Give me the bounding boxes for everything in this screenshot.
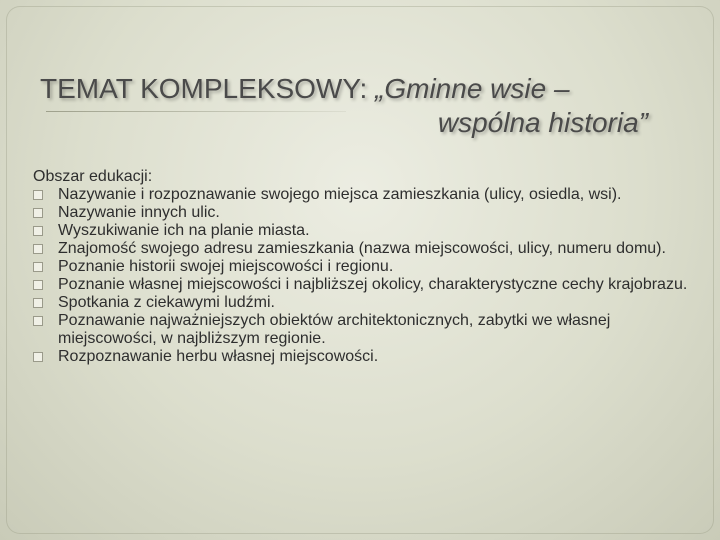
square-bullet-icon: [33, 280, 43, 290]
list-item-text: Spotkania z ciekawymi ludźmi.: [58, 294, 275, 311]
list-item: [33, 276, 693, 294]
list-item-text: Nazywanie i rozpoznawanie swojego miejsca zamieszkania (ulicy, osiedla, wsi).: [58, 186, 622, 203]
list-item: [33, 312, 693, 348]
list-item: [33, 348, 693, 366]
list-item: [33, 222, 693, 240]
title-topic-name: „Gminne wsie –: [375, 73, 570, 104]
list-item-text: Rozpoznawanie herbu własnej miejscowości.: [58, 348, 379, 365]
slide-title: [40, 72, 680, 140]
list-item: [33, 204, 693, 222]
square-bullet-icon: [33, 244, 43, 254]
square-bullet-icon: [33, 298, 43, 308]
list-item-text: Nazywanie innych ulic.: [58, 204, 220, 221]
square-bullet-icon: [33, 316, 43, 326]
title-line-1: [40, 72, 680, 106]
title-underline: [46, 111, 346, 112]
section-heading: Obszar edukacji:: [33, 168, 153, 185]
list-item: [33, 258, 693, 276]
list-item-text: Poznanie historii swojej miejscowości i regionu.: [58, 258, 394, 275]
title-line-2: wspólna historia”: [437, 107, 648, 138]
square-bullet-icon: [33, 226, 43, 236]
list-item: [33, 240, 693, 258]
list-item-text: Wyszukiwanie ich na planie miasta.: [58, 222, 310, 239]
square-bullet-icon: [33, 208, 43, 218]
list-item-text: Poznanie własnej miejscowości i najbliższej okolicy, charakterystyczne cechy krajobrazu.: [58, 276, 688, 293]
bullet-list: [33, 186, 693, 366]
list-item-text: Poznawanie najważniejszych obiektów architektonicznych, zabytki we własnej miejscowości, w najbliższym regionie.: [58, 312, 611, 347]
square-bullet-icon: [33, 190, 43, 200]
title-topic-label: TEMAT KOMPLEKSOWY:: [40, 73, 376, 104]
square-bullet-icon: [33, 352, 43, 362]
list-item: [33, 186, 693, 204]
slide-content: [33, 168, 693, 366]
list-item-text: Znajomość swojego adresu zamieszkania (nazwa miejscowości, ulicy, numeru domu).: [58, 240, 666, 257]
square-bullet-icon: [33, 262, 43, 272]
list-item: [33, 294, 693, 312]
